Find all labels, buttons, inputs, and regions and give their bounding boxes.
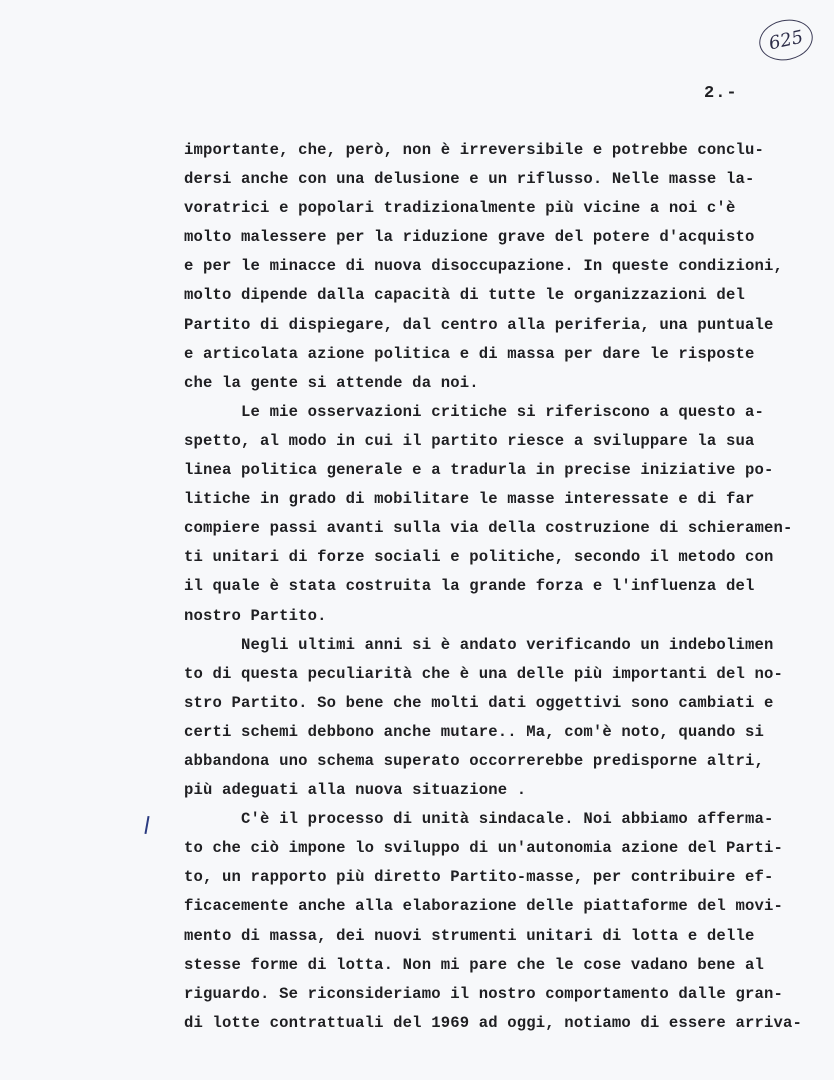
text-line: importante, che, però, non è irreversibile e potrebbe conclu- — [184, 141, 764, 159]
margin-pen-mark — [144, 816, 149, 834]
text-line: e per le minacce di nuova disoccupazione. In queste condizioni, — [184, 257, 783, 276]
text-line: compiere passi avanti sulla via della costruzione di schieramen- — [184, 519, 793, 538]
text-line: più adeguati alla nuova situazione . — [184, 781, 527, 800]
text-line: to, un rapporto più diretto Partito-masse, per contribuire ef- — [184, 868, 774, 887]
text-line: C'è il processo di unità sindacale. Noi abbiamo afferma- — [184, 810, 774, 829]
stamp-number: 625 — [767, 26, 805, 54]
text-line: litiche in grado di mobilitare le masse interessate e di far — [184, 490, 755, 509]
text-line: Le mie osservazioni critiche si riferiscono a questo a- — [184, 402, 764, 421]
text-line: nostro Partito. — [184, 606, 327, 625]
text-line: Partito di dispiegare, dal centro alla periferia, una puntuale — [184, 315, 774, 334]
text-line: to di questa peculiarità che è una delle più importanti del no- — [184, 664, 783, 683]
text-line: voratrici e popolari tradizionalmente più vicine a noi c'è — [184, 199, 736, 218]
text-line: ficacemente anche alla elaborazione delle piattaforme del movi- — [184, 897, 783, 916]
text-line: Negli ultimi anni si è andato verificando un indebolimen — [184, 635, 774, 654]
body-text — [184, 136, 824, 1038]
text-line: molto dipende dalla capacità di tutte le organizzazioni del — [184, 286, 745, 305]
text-line: to che ciò impone lo sviluppo di un'autonomia azione del Parti- — [184, 839, 783, 858]
text-line: ti unitari di forze sociali e politiche, secondo il metodo con — [184, 548, 774, 567]
text-line: molto malessere per la riduzione grave del potere d'acquisto — [184, 228, 755, 247]
text-line: linea politica generale e a tradurla in precise iniziative po- — [184, 461, 774, 480]
text-line: stro Partito. So bene che molti dati oggettivi sono cambiati e — [184, 693, 774, 712]
text-line: di lotte contrattuali del 1969 ad oggi, notiamo di essere arriva- — [184, 1013, 803, 1032]
text-line: il quale è stata costruita la grande forza e l'influenza del — [184, 577, 755, 596]
text-line: spetto, al modo in cui il partito riesce a sviluppare la sua — [184, 431, 755, 450]
page-number: 2.- — [704, 84, 738, 103]
archive-number-stamp — [755, 15, 816, 65]
text-line: che la gente si attende da noi. — [184, 373, 479, 392]
text-line: mento di massa, dei nuovi strumenti unitari di lotta e delle — [184, 926, 755, 945]
text-line: abbandona uno schema superato occorrerebbe predisporne altri, — [184, 751, 764, 770]
text-line: stesse forme di lotta. Non mi pare che le cose vadano bene al — [184, 955, 764, 974]
text-line: dersi anche con una delusione e un riflusso. Nelle masse la- — [184, 170, 755, 189]
text-line: certi schemi debbono anche mutare.. Ma, com'è noto, quando si — [184, 722, 764, 741]
text-line: riguardo. Se riconsideriamo il nostro comportamento dalle gran- — [184, 984, 783, 1003]
text-line: e articolata azione politica e di massa per dare le risposte — [184, 344, 755, 363]
